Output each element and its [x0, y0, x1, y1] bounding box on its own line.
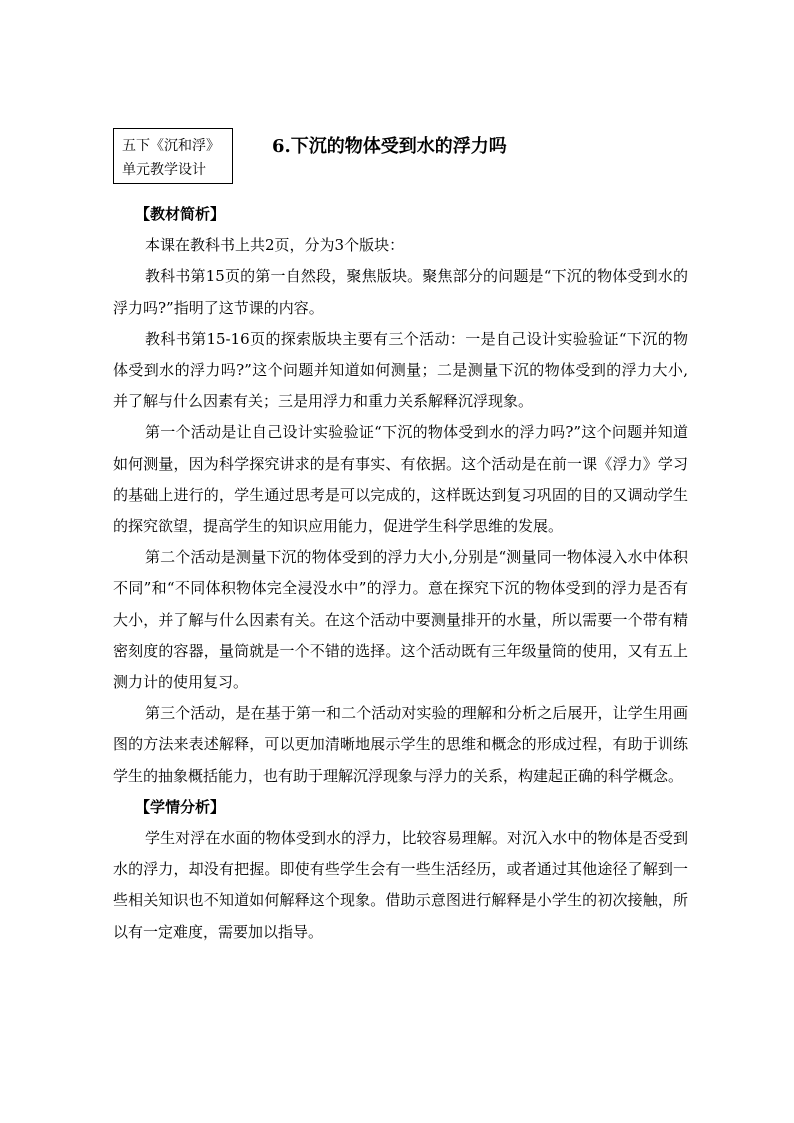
paragraph: 本课在教科书上共2页，分为3个版块： — [145, 236, 405, 255]
unit-label-line1: 五下《沉和浮》 — [122, 138, 220, 154]
section-textbook-analysis — [113, 199, 688, 792]
section-heading: 【教材简析】 — [135, 205, 226, 223]
paragraph: 学生对浮在水面的物体受到水的浮力，比较容易理解。对沉入水中的物体是否受到水的浮力，却没有把握。即使有些学生会有一些生活经历，或者通过其他途径了解到一些相关知识也不知道如何解释这个现象。借助示意图进行解释是小学生的初次接触，所以有一定难度，需要加以指导。 — [113, 829, 688, 941]
lesson-title: 6.下沉的物体受到水的浮力吗 — [272, 136, 507, 157]
section-student-analysis — [113, 792, 688, 948]
paragraph: 教科书第15页的第一自然段，聚焦版块。聚焦部分的问题是“下沉的物体受到水的浮力吗?”指明了这节课的内容。 — [113, 267, 688, 317]
paragraph: 第一个活动是让自己设计实验验证“下沉的物体受到水的浮力吗?”这个问题并知道如何测量，因为科学探究讲求的是有事实、有依据。这个活动是在前一课《浮力》学习的基础上进行的，学生通过思考是可以完成的，这样既达到复习巩固的目的又调动学生的探究欲望，提高学生的知识应用能力，促进学生科学思维的发展。 — [113, 423, 688, 536]
paragraph: 第三个活动，是在基于第一和二个活动对实验的理解和分析之后展开，让学生用画图的方法来表述解释，可以更加清晰地展示学生的思维和概念的形成过程，有助于训练学生的抽象概括能力，也有助于理解沉浮现象与浮力的关系，构建起正确的科学概念。 — [113, 704, 688, 785]
paragraph: 教科书第15-16页的探索版块主要有三个活动：一是自己设计实验验证“下沉的物体受到水的浮力吗?”这个问题并知道如何测量；二是测量下沉的物体受到的浮力大小,并了解与什么因素有关；三是用浮力和重力关系解释沉浮现象。 — [113, 329, 688, 411]
unit-label-box — [113, 128, 233, 184]
document-body — [113, 199, 688, 948]
unit-label-line2: 单元教学设计 — [122, 162, 206, 178]
paragraph: 第二个活动是测量下沉的物体受到的浮力大小,分别是“测量同一物体浸入水中体积不同”和“不同体积物体完全浸没水中”的浮力。意在探究下沉的物体受到的浮力是否有大小，并了解与什么因素有关。在这个活动中要测量排开的水量，所以需要一个带有精密刻度的容器，量筒就是一个不错的选择。这个活动既有三年级量筒的使用，又有五上测力计的使用复习。 — [113, 548, 688, 692]
section-heading: 【学情分析】 — [135, 797, 226, 816]
